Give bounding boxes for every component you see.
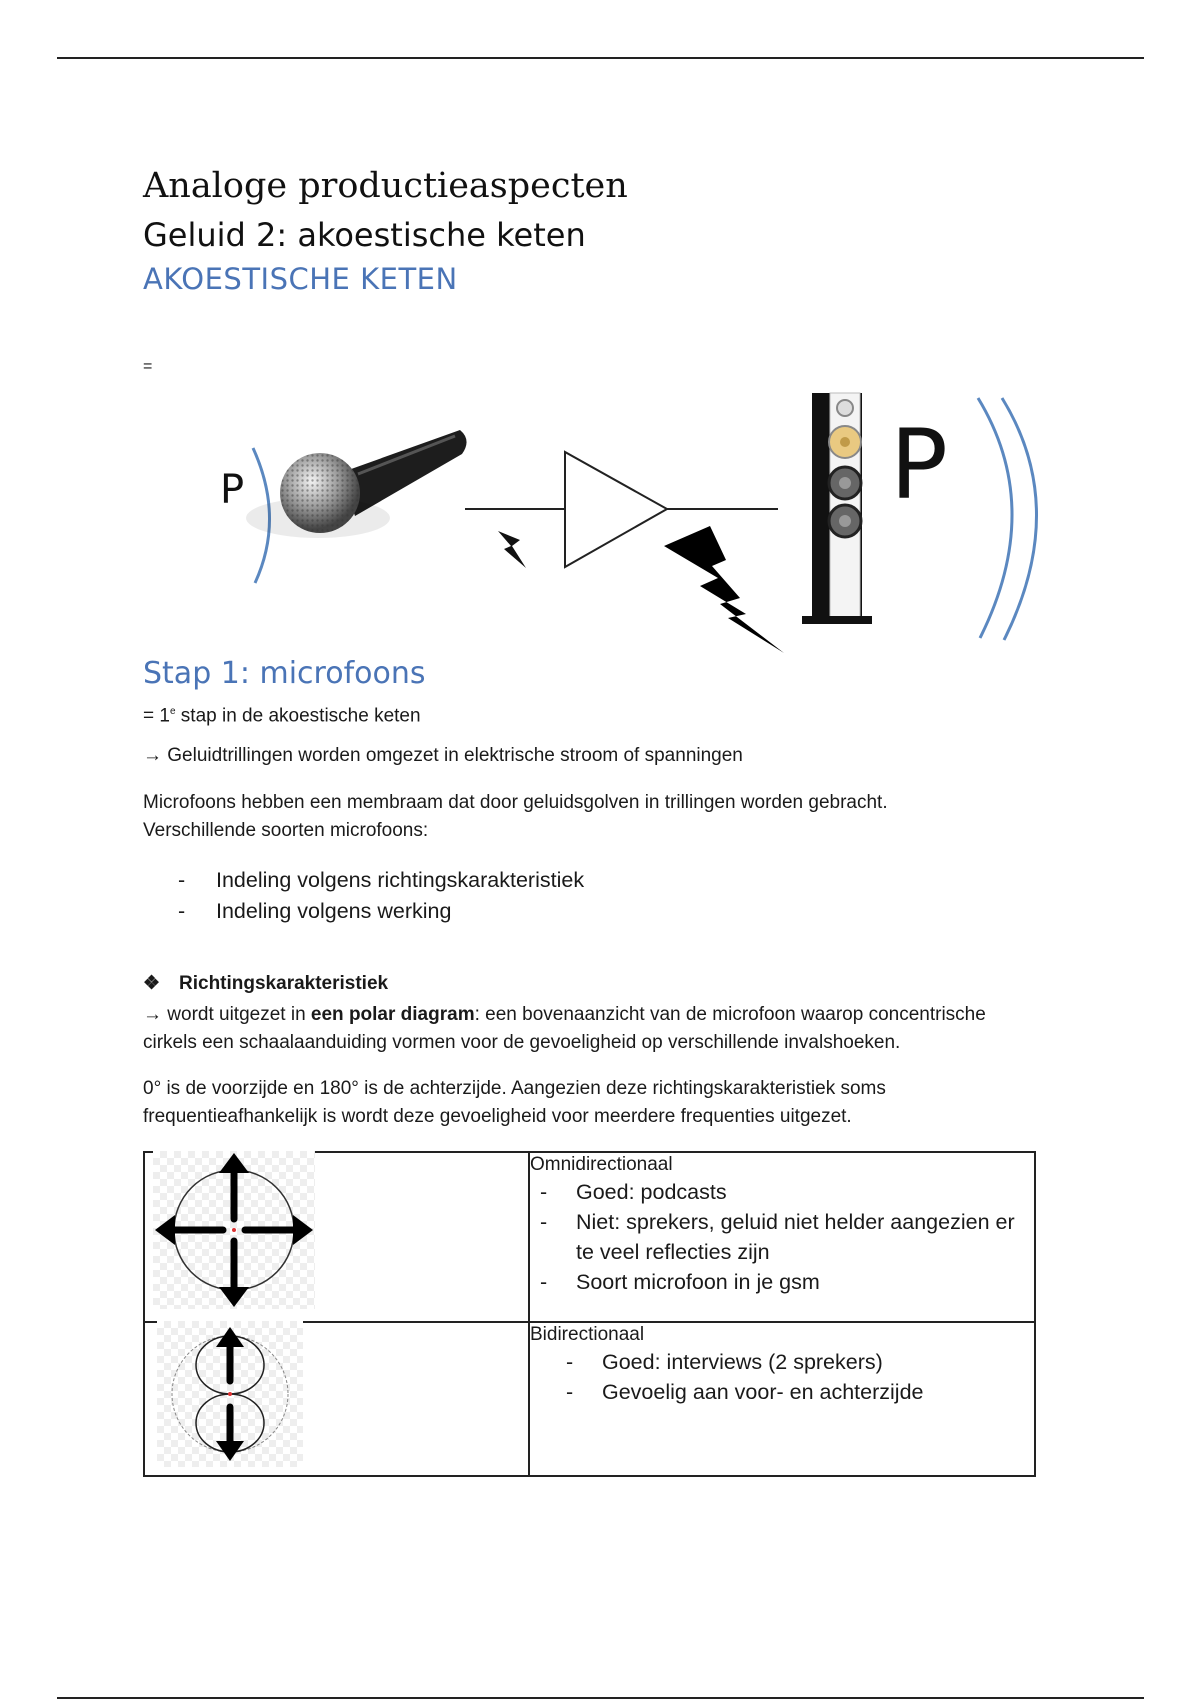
bottom-rule bbox=[57, 1697, 1144, 1699]
list-item: - Indeling volgens werking bbox=[178, 899, 452, 923]
amplifier-triangle-icon bbox=[565, 452, 667, 567]
lightning-icon bbox=[498, 531, 526, 568]
paragraph-line: Microfoons hebben een membraam dat door geluidsgolven in trillingen worden gebracht. bbox=[143, 792, 888, 813]
step1-line2: → Geluidtrillingen worden omgezet in elektrische stroom of spanningen bbox=[143, 745, 743, 766]
paragraph-line: 0° is de voorzijde en 180° is de achterzijde. Aangezien deze richtingskarakteristiek soms bbox=[143, 1078, 886, 1099]
richting-heading: ❖ Richtingskarakteristiek bbox=[143, 973, 389, 994]
paragraph-line: frequentieafhankelijk is wordt deze gevoeligheid voor meerdere frequenties uitgezet. bbox=[143, 1106, 852, 1127]
microphone-pattern-table bbox=[143, 1151, 1036, 1477]
list-item: - Goed: podcasts bbox=[540, 1180, 727, 1204]
microphone-icon bbox=[246, 430, 467, 538]
diagram-label-right: P bbox=[890, 409, 948, 521]
pattern-image-cell bbox=[144, 1322, 529, 1476]
document-subtitle: Geluid 2: akoestische keten bbox=[143, 216, 586, 254]
pattern-image-cell bbox=[144, 1152, 529, 1322]
bidirectional-pattern-image bbox=[157, 1321, 303, 1467]
pattern-bullet-list bbox=[530, 1177, 1034, 1297]
list-item: - Niet: sprekers, geluid niet helder aangezien er te veel reflecties zijn bbox=[540, 1210, 1015, 1264]
lightning-icon bbox=[664, 526, 784, 653]
paragraph-line: → wordt uitgezet in een polar diagram: een bovenaanzicht van de microfoon waarop concentrische bbox=[143, 1004, 986, 1025]
list-item: - Soort microfoon in je gsm bbox=[540, 1270, 820, 1294]
table-row bbox=[144, 1322, 1035, 1476]
step1-line1: = $1^e$ stap in de akoestische keten bbox=[143, 705, 421, 727]
omnidirectional-pattern-image bbox=[153, 1151, 315, 1309]
pattern-bullet-list bbox=[530, 1347, 1034, 1407]
bidirectional-polar-icon bbox=[157, 1321, 303, 1467]
diagram-label-left: P bbox=[220, 467, 245, 513]
speaker-icon bbox=[802, 393, 872, 624]
pattern-title: Omnidirectionaal bbox=[530, 1154, 673, 1175]
paragraph-line: Verschillende soorten microfoons: bbox=[143, 820, 429, 841]
pattern-description-cell bbox=[529, 1152, 1035, 1322]
list-item: - Indeling volgens richtingskarakteristiek bbox=[178, 868, 585, 892]
richting-paragraph bbox=[143, 1001, 986, 1057]
step1-paragraph bbox=[143, 789, 888, 845]
diamond-bullet-icon: ❖ bbox=[143, 973, 161, 994]
sound-wave-icon bbox=[1002, 398, 1037, 640]
document-title: Analoge productieaspecten bbox=[143, 166, 628, 206]
paragraph-line: cirkels een schaalaanduiding vormen voor de gevoeligheid op verschillende invalshoeken. bbox=[143, 1032, 901, 1053]
acoustic-chain-diagram bbox=[180, 378, 1080, 658]
top-rule bbox=[57, 57, 1144, 59]
microphone-types-list bbox=[178, 865, 584, 927]
table-row bbox=[144, 1152, 1035, 1322]
omnidirectional-polar-icon bbox=[153, 1151, 315, 1309]
section-heading: AKOESTISCHE KETEN bbox=[143, 262, 458, 296]
step1-heading: Stap 1: microfoons bbox=[143, 656, 426, 691]
sound-wave-icon bbox=[978, 398, 1012, 638]
pattern-description-cell bbox=[529, 1322, 1035, 1476]
list-item: - Goed: interviews (2 sprekers) bbox=[566, 1350, 883, 1374]
angle-paragraph bbox=[143, 1075, 886, 1131]
list-item: - Gevoelig aan voor- en achterzijde bbox=[566, 1380, 924, 1404]
equals-sign: = bbox=[143, 358, 153, 375]
pattern-title: Bidirectionaal bbox=[530, 1324, 645, 1345]
